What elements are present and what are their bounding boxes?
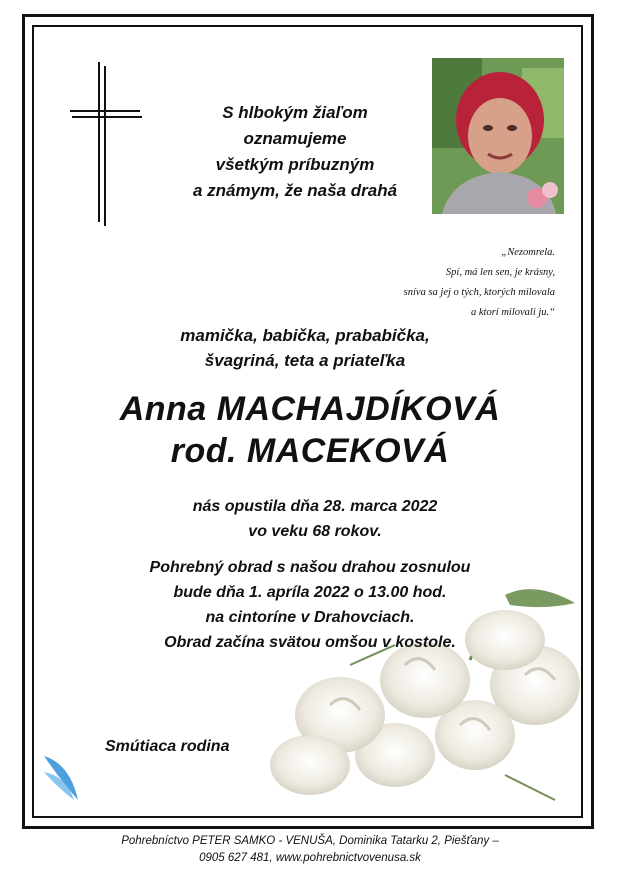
funeral-home-footer — [0, 833, 620, 867]
relations — [0, 323, 615, 373]
funeral-line: Obrad začína svätou omšou v kostole. — [164, 634, 456, 651]
portrait-photo — [432, 58, 564, 214]
relations-line: švagriná, teta a priateľka — [204, 351, 406, 370]
quote-line: Spí, má len sen, je krásny, — [445, 267, 555, 278]
cross-icon — [68, 62, 142, 227]
quote — [330, 243, 555, 323]
intro-line: a známym, že naša drahá — [192, 181, 398, 200]
intro-line: S hlbokým žiaľom — [222, 103, 368, 122]
deceased-name — [0, 388, 620, 472]
funeral-line: Pohrebný obrad s našou drahou zosnulou — [149, 559, 471, 576]
intro-text — [170, 100, 420, 204]
funeral-info — [0, 555, 620, 655]
relations-line: mamička, babička, prababička, — [180, 326, 430, 345]
funeral-line: bude dňa 1. apríla 2022 o 13.00 hod. — [173, 584, 447, 601]
name-line: Anna MACHAJDÍKOVÁ — [119, 390, 501, 428]
signature: Smútiaca rodina — [105, 738, 230, 755]
details-line: nás opustila dňa 28. marca 2022 — [192, 498, 438, 515]
maiden-name-line: rod. MACEKOVÁ — [170, 432, 450, 470]
quote-line: „Nezomrela. — [501, 247, 555, 258]
details-line: vo veku 68 rokov. — [248, 523, 382, 540]
funeral-line: na cintoríne v Drahovciach. — [205, 609, 415, 626]
footer-line: 0905 627 481, www.pohrebnictvovenusa.sk — [199, 852, 421, 864]
intro-line: všetkým príbuzným — [215, 155, 375, 174]
venusa-logo-icon — [40, 752, 85, 804]
intro-line: oznamujeme — [243, 129, 347, 148]
quote-line: sníva sa jej o tých, ktorých milovala — [403, 287, 555, 298]
footer-line: Pohrebníctvo PETER SAMKO - VENUŠA, Dominika Tatarku 2, Piešťany – — [121, 835, 499, 847]
quote-line: a ktorí milovali ju.“ — [471, 307, 555, 318]
death-details — [5, 494, 620, 544]
